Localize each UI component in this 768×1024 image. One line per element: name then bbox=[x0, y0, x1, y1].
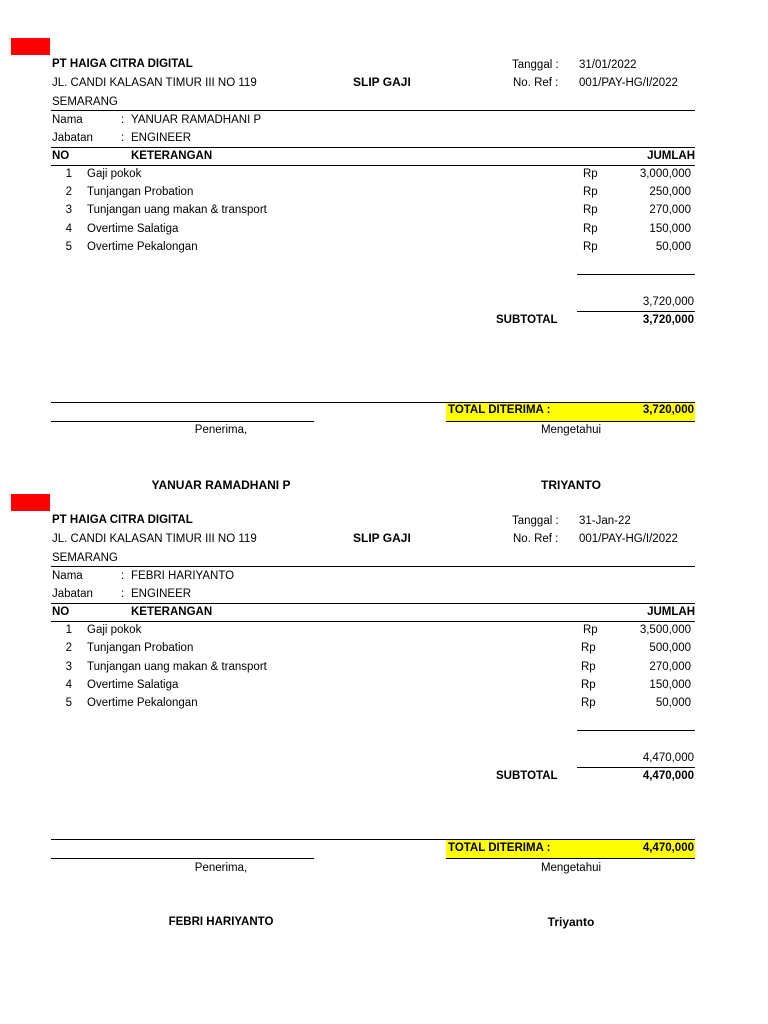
item-desc: Gaji pokok bbox=[87, 624, 142, 636]
tanggal-value: 31/01/2022 bbox=[579, 59, 637, 71]
col-jumlah-header: JUMLAH bbox=[647, 606, 695, 618]
item-no: 3 bbox=[65, 661, 72, 673]
total-label: TOTAL DITERIMA : bbox=[448, 842, 551, 854]
subtotal-value: 3,720,000 bbox=[642, 314, 694, 326]
header-divider bbox=[51, 566, 695, 567]
total-label: TOTAL DITERIMA : bbox=[448, 404, 551, 416]
nama-label: Nama bbox=[52, 570, 83, 582]
penerima-label: Penerima, bbox=[194, 424, 248, 436]
item-amount: 50,000 bbox=[655, 241, 691, 253]
item-currency: Rp bbox=[583, 204, 598, 216]
slip-title: SLIP GAJI bbox=[353, 75, 411, 89]
tanggal-label: Tanggal : bbox=[512, 59, 559, 71]
item-no: 4 bbox=[65, 679, 72, 691]
total-bottom-line-right bbox=[446, 421, 695, 422]
table-top-line bbox=[51, 147, 695, 148]
jabatan-colon: : bbox=[121, 132, 125, 144]
payslip-1 bbox=[0, 0, 768, 492]
subtotal-label: SUBTOTAL bbox=[496, 770, 558, 782]
noref-label: No. Ref : bbox=[513, 77, 559, 89]
item-amount: 3,500,000 bbox=[639, 624, 691, 636]
item-currency: Rp bbox=[581, 642, 596, 654]
tanggal-label: Tanggal : bbox=[512, 515, 559, 527]
payslip-2 bbox=[0, 456, 768, 929]
item-no: 2 bbox=[65, 642, 72, 654]
item-no: 1 bbox=[65, 168, 72, 180]
col-no-header: NO bbox=[52, 150, 70, 162]
jabatan-value: ENGINEER bbox=[131, 132, 192, 144]
noref-label: No. Ref : bbox=[513, 533, 559, 545]
item-amount: 150,000 bbox=[649, 223, 691, 235]
nama-colon: : bbox=[121, 114, 125, 126]
subtotal-value: 4,470,000 bbox=[642, 770, 694, 782]
item-no: 1 bbox=[65, 624, 72, 636]
col-no-header: NO bbox=[52, 606, 70, 618]
penerima-name: FEBRI HARIYANTO bbox=[168, 916, 274, 928]
item-no: 4 bbox=[65, 223, 72, 235]
nama-value: FEBRI HARIYANTO bbox=[131, 570, 235, 582]
penerima-label: Penerima, bbox=[194, 862, 248, 874]
red-marker bbox=[11, 494, 50, 511]
nama-value: YANUAR RAMADHANI P bbox=[131, 114, 262, 126]
mengetahui-name: Triyanto bbox=[547, 915, 595, 929]
mengetahui-label: Mengetahui bbox=[540, 424, 602, 436]
noref-value: 001/PAY-HG/I/2022 bbox=[579, 77, 678, 89]
subtotal-label: SUBTOTAL bbox=[496, 314, 558, 326]
tanggal-value: 31-Jan-22 bbox=[579, 515, 631, 527]
item-desc: Gaji pokok bbox=[87, 168, 142, 180]
penerima-name: YANUAR RAMADHANI P bbox=[151, 478, 291, 492]
sum-line bbox=[577, 274, 695, 275]
item-currency: Rp bbox=[581, 679, 596, 691]
item-desc: Tunjangan Probation bbox=[87, 642, 194, 654]
item-desc: Overtime Pekalongan bbox=[87, 697, 198, 709]
total-bottom-line-right bbox=[446, 858, 695, 859]
col-keterangan-header: KETERANGAN bbox=[131, 150, 213, 162]
item-desc: Overtime Salatiga bbox=[87, 679, 179, 691]
subtotal-line bbox=[577, 311, 695, 312]
item-no: 2 bbox=[65, 186, 72, 198]
header-divider bbox=[51, 110, 695, 111]
item-amount: 270,000 bbox=[649, 661, 691, 673]
total-bottom-line bbox=[51, 858, 314, 859]
item-currency: Rp bbox=[583, 241, 598, 253]
item-no: 5 bbox=[65, 241, 72, 253]
mengetahui-name: TRIYANTO bbox=[540, 478, 601, 492]
jabatan-label: Jabatan bbox=[52, 588, 93, 600]
item-currency: Rp bbox=[583, 168, 598, 180]
subtotal-line bbox=[577, 767, 695, 768]
col-keterangan-header: KETERANGAN bbox=[131, 606, 213, 618]
item-desc: Overtime Pekalongan bbox=[87, 241, 198, 253]
jabatan-colon: : bbox=[121, 588, 125, 600]
table-header-line bbox=[51, 165, 695, 166]
item-amount: 250,000 bbox=[649, 186, 691, 198]
table-header-line bbox=[51, 621, 695, 622]
col-jumlah-header: JUMLAH bbox=[647, 150, 695, 162]
jabatan-value: ENGINEER bbox=[131, 588, 192, 600]
company-city: SEMARANG bbox=[52, 552, 118, 564]
item-amount: 270,000 bbox=[649, 204, 691, 216]
slip-title: SLIP GAJI bbox=[353, 531, 411, 545]
item-no: 3 bbox=[65, 204, 72, 216]
item-currency: Rp bbox=[583, 186, 598, 198]
total-bottom-line bbox=[51, 421, 314, 422]
item-currency: Rp bbox=[583, 223, 598, 235]
company-address: JL. CANDI KALASAN TIMUR III NO 119 bbox=[52, 533, 257, 545]
total-value: 4,470,000 bbox=[642, 842, 694, 854]
nama-label: Nama bbox=[52, 114, 83, 126]
total-value: 3,720,000 bbox=[642, 404, 694, 416]
company-address: JL. CANDI KALASAN TIMUR III NO 119 bbox=[52, 77, 257, 89]
red-marker bbox=[11, 38, 50, 55]
jabatan-label: Jabatan bbox=[52, 132, 93, 144]
mengetahui-label: Mengetahui bbox=[540, 862, 602, 874]
item-amount: 50,000 bbox=[655, 697, 691, 709]
item-desc: Tunjangan uang makan & transport bbox=[87, 661, 267, 673]
company-name: PT HAIGA CITRA DIGITAL bbox=[52, 58, 193, 70]
sum-value: 3,720,000 bbox=[642, 296, 694, 308]
nama-colon: : bbox=[121, 570, 125, 582]
sum-value: 4,470,000 bbox=[642, 752, 694, 764]
item-currency: Rp bbox=[581, 697, 596, 709]
company-name: PT HAIGA CITRA DIGITAL bbox=[52, 514, 193, 526]
sum-line bbox=[577, 730, 695, 731]
item-desc: Tunjangan Probation bbox=[87, 186, 194, 198]
item-desc: Overtime Salatiga bbox=[87, 223, 179, 235]
item-amount: 3,000,000 bbox=[639, 168, 691, 180]
item-desc: Tunjangan uang makan & transport bbox=[87, 204, 267, 216]
item-currency: Rp bbox=[583, 624, 598, 636]
item-amount: 500,000 bbox=[649, 642, 691, 654]
item-no: 5 bbox=[65, 697, 72, 709]
item-amount: 150,000 bbox=[649, 679, 691, 691]
item-currency: Rp bbox=[581, 661, 596, 673]
table-top-line bbox=[51, 603, 695, 604]
noref-value: 001/PAY-HG/I/2022 bbox=[579, 533, 678, 545]
company-city: SEMARANG bbox=[52, 96, 118, 108]
